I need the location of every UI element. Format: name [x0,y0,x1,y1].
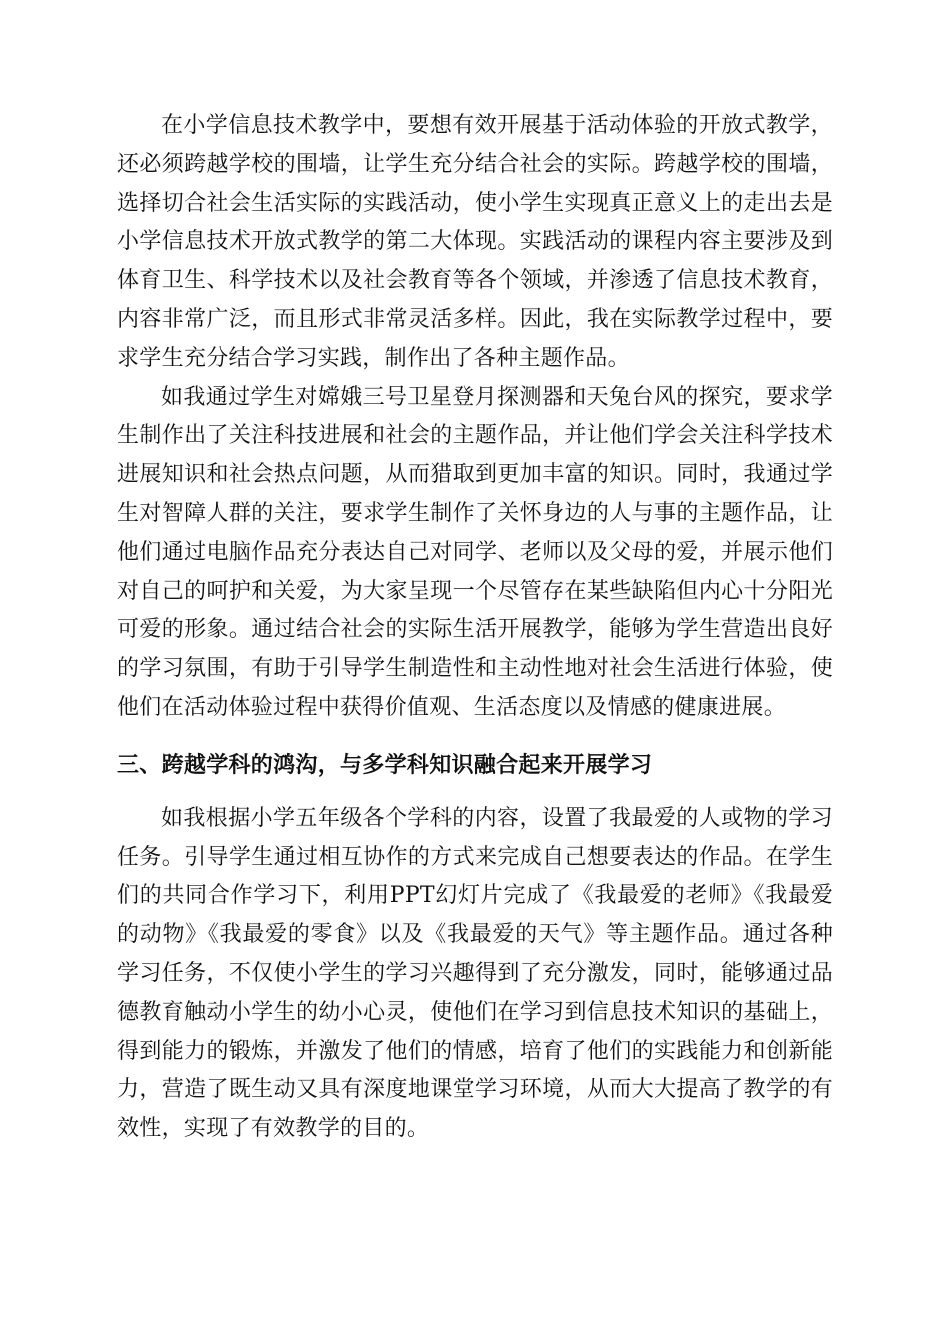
paragraph-3: 如我根据小学五年级各个学科的内容，设置了我最爱的人或物的学习任务。引导学生通过相互协作的方式来完成自己想要表达的作品。在学生们的共同合作学习下，利用PPT幻灯片完成了《我最爱的老师》《我最爱的动物》《我最爱的零食》以及《我最爱的天气》等主题作品。通过各种学习任务，不仅使小学生的学习兴趣得到了充分激发，同时，能够通过品德教育触动小学生的幼小心灵，使他们在学习到信息技术知识的基础上，得到能力的锻炼，并激发了他们的情感，培育了他们的实践能力和创新能力，营造了既生动又具有深度地课堂学习环境，从而大大提高了教学的有效性，实现了有效教学的目的。 [117,805,833,1142]
paragraph-1: 在小学信息技术教学中，要想有效开展基于活动体验的开放式教学，还必须跨越学校的围墙，让学生充分结合社会的实际。跨越学校的围墙，选择切合社会生活实际的实践活动，使小学生实现真正意义上的走出去是小学信息技术开放式教学的第二大体现。实践活动的课程内容主要涉及到体育卫生、科学技术以及社会教育等各个领域，并渗透了信息技术教育，内容非常广泛，而且形式非常灵活多样。因此，我在实际教学过程中，要求学生充分结合学习实践，制作出了各种主题作品。 [117,113,833,371]
section-heading: 三、跨越学科的鸿沟，与多学科知识融合起来开展学习 [117,752,653,778]
paragraph-2: 如我通过学生对嫦娥三号卫星登月探测器和天兔台风的探究，要求学生制作出了关注科技进展和社会的主题作品，并让他们学会关注科学技术进展知识和社会热点问题，从而猎取到更加丰富的知识。同时，我通过学生对智障人群的关注，要求学生制作了关怀身边的人与事的主题作品，让他们通过电脑作品充分表达自己对同学、老师以及父母的爱，并展示他们对自己的呵护和关爱，为大家呈现一个尽管存在某些缺陷但内心十分阳光可爱的形象。通过结合社会的实际生活开展教学，能够为学生营造出良好的学习氛围，有助于引导学生制造性和主动性地对社会生活进行体验，使他们在活动体验过程中获得价值观、生活态度以及情感的健康进展。 [117,384,833,720]
document-page [117,107,833,1149]
